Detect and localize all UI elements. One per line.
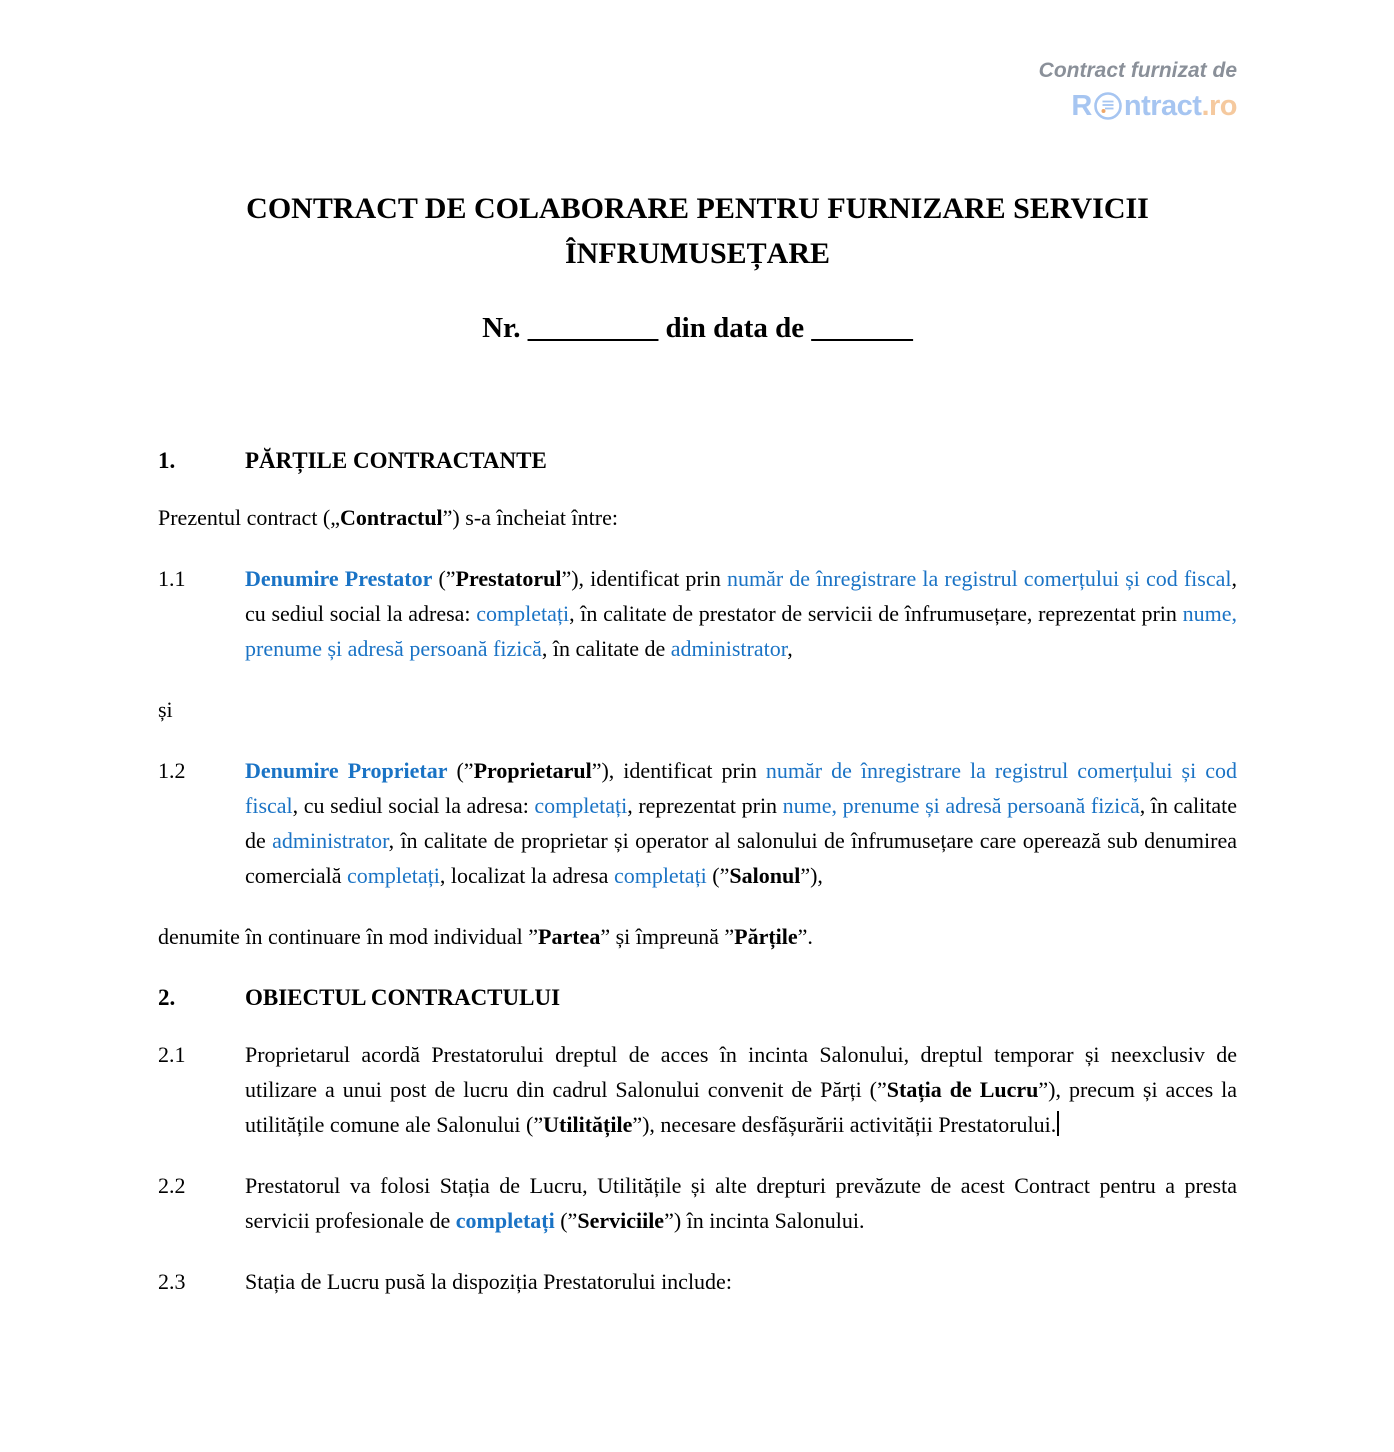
text-run: ”), identificat prin xyxy=(561,566,727,591)
contract-clause xyxy=(158,1037,1237,1142)
text-run: Proprietarul xyxy=(473,758,592,783)
text-run: ”) s-a încheiat între: xyxy=(442,505,618,530)
text-run: completați xyxy=(476,601,570,626)
clause-text xyxy=(158,500,1237,535)
clause-number: 2.1 xyxy=(158,1042,186,1067)
text-run: ”), precum și acces la utilitățile comune ale Salonului (” xyxy=(245,1077,1237,1137)
text-run: ”), necesare desfășurării activității Prestatorului. xyxy=(632,1112,1057,1137)
clause-number: 1. xyxy=(158,448,176,473)
clause-text xyxy=(158,919,1237,954)
text-run: număr de înregistrare la registrul comerțului și cod fiscal xyxy=(245,758,1237,818)
clause-text xyxy=(245,1037,1237,1142)
text-run: ”), xyxy=(800,863,823,888)
text-run: (” xyxy=(432,566,456,591)
clause-text xyxy=(158,692,1237,727)
rontract-logo xyxy=(158,86,1237,126)
text-run: , în calitate de proprietar și operator al salonului de înfrumusețare care operează sub denumirea comercială xyxy=(245,828,1237,888)
contract-body xyxy=(158,443,1237,1299)
text-run: Utilitățile xyxy=(543,1112,633,1137)
clause-number: 1.1 xyxy=(158,566,186,591)
text-run: , localizat la adresa xyxy=(439,863,614,888)
logo-text-ro: .ro xyxy=(1201,89,1237,122)
text-run: denumite în continuare în mod individual ” xyxy=(158,924,539,949)
document-in-circle-icon xyxy=(1093,91,1123,121)
contract-clause xyxy=(158,443,1237,478)
text-run: ”. xyxy=(797,924,813,949)
contract-clause xyxy=(158,980,1237,1015)
text-run: PĂRȚILE CONTRACTANTE xyxy=(245,448,547,473)
text-run: , cu sediul social la adresa: xyxy=(245,566,1237,626)
text-run: Salonul xyxy=(729,863,801,888)
text-run: nume, prenume și adresă persoană fizică xyxy=(782,793,1140,818)
clause-number: 2.3 xyxy=(158,1269,186,1294)
clause-number: 2. xyxy=(158,985,176,1010)
clause-text xyxy=(245,443,1237,478)
text-run: , în calitate de xyxy=(541,636,671,661)
text-run: ”), identificat prin xyxy=(591,758,766,783)
text-run: Denumire Prestator xyxy=(245,566,433,591)
text-run: ”) în incinta Salonului. xyxy=(664,1208,865,1233)
contract-number-line: Nr. _________ din data de _______ xyxy=(482,312,913,344)
text-run: Serviciile xyxy=(577,1208,665,1233)
clause-text xyxy=(245,1168,1237,1238)
contract-clause xyxy=(158,753,1237,893)
text-run: OBIECTUL CONTRACTULUI xyxy=(245,985,561,1010)
clause-text xyxy=(245,1264,1237,1299)
text-run: , în calitate de xyxy=(245,793,1237,853)
contract-clause xyxy=(158,919,1237,954)
text-run: Proprietarul acordă Prestatorului dreptul de acces în incinta Salonului, dreptul temporar și neexclusiv de utilizare a unui post de lucru din cadrul Salonului convenit de Părți (” xyxy=(245,1042,1237,1102)
clause-text xyxy=(245,561,1237,666)
text-run: (” xyxy=(447,758,474,783)
text-run: completați xyxy=(534,793,628,818)
text-run: , reprezentat prin xyxy=(627,793,783,818)
text-run: , în calitate de prestator de servicii de înfrumusețare, reprezentat prin xyxy=(569,601,1183,626)
document-header xyxy=(158,58,1237,126)
contract-clause xyxy=(158,1264,1237,1299)
provided-by-text: Contract furnizat de xyxy=(1038,59,1237,82)
text-run: administrator xyxy=(670,636,788,661)
text-run: și xyxy=(158,697,173,722)
text-run: , xyxy=(787,636,793,661)
clause-number: 2.2 xyxy=(158,1173,186,1198)
logo-text-ntract: ntract xyxy=(1123,89,1202,122)
text-run: (” xyxy=(554,1208,578,1233)
text-run: Stația de Lucru pusă la dispoziția Prestatorului include: xyxy=(245,1269,732,1294)
text-run: administrator xyxy=(272,828,389,853)
text-run: completați xyxy=(347,863,440,888)
contract-clause xyxy=(158,561,1237,666)
clause-number: 1.2 xyxy=(158,758,186,783)
text-run: completați xyxy=(455,1208,555,1233)
contract-title: CONTRACT DE COLABORARE PENTRU FURNIZARE SERVICII ÎNFRUMUSEȚARE xyxy=(246,192,1149,270)
text-run: Părțile xyxy=(734,924,798,949)
text-run: Partea xyxy=(538,924,601,949)
text-run: , cu sediul social la adresa: xyxy=(292,793,535,818)
text-run: Prestatorul xyxy=(455,566,562,591)
contract-clause xyxy=(158,1168,1237,1238)
text-run: Prestatorul va folosi Stația de Lucru, Utilitățile și alte drepturi prevăzute de acest Contract pentru a presta servicii profesionale de xyxy=(245,1173,1237,1233)
text-cursor-caret xyxy=(1057,1111,1059,1136)
text-run: Prezentul contract („ xyxy=(158,505,341,530)
contract-clause xyxy=(158,500,1237,535)
clause-text xyxy=(245,980,1237,1015)
text-run: completați xyxy=(613,863,707,888)
contract-clause xyxy=(158,692,1237,727)
text-run: Stația de Lucru xyxy=(886,1077,1039,1102)
text-run: Denumire Proprietar xyxy=(245,758,448,783)
clause-text xyxy=(245,753,1237,893)
logo-text-r: R xyxy=(1071,89,1092,122)
text-run: Contractul xyxy=(340,505,443,530)
text-run: număr de înregistrare la registrul comerțului și cod fiscal xyxy=(726,566,1232,591)
text-run: ” și împreună ” xyxy=(600,924,735,949)
text-run: nume, prenume și adresă persoană fizică xyxy=(245,601,1237,661)
text-run: (” xyxy=(706,863,730,888)
